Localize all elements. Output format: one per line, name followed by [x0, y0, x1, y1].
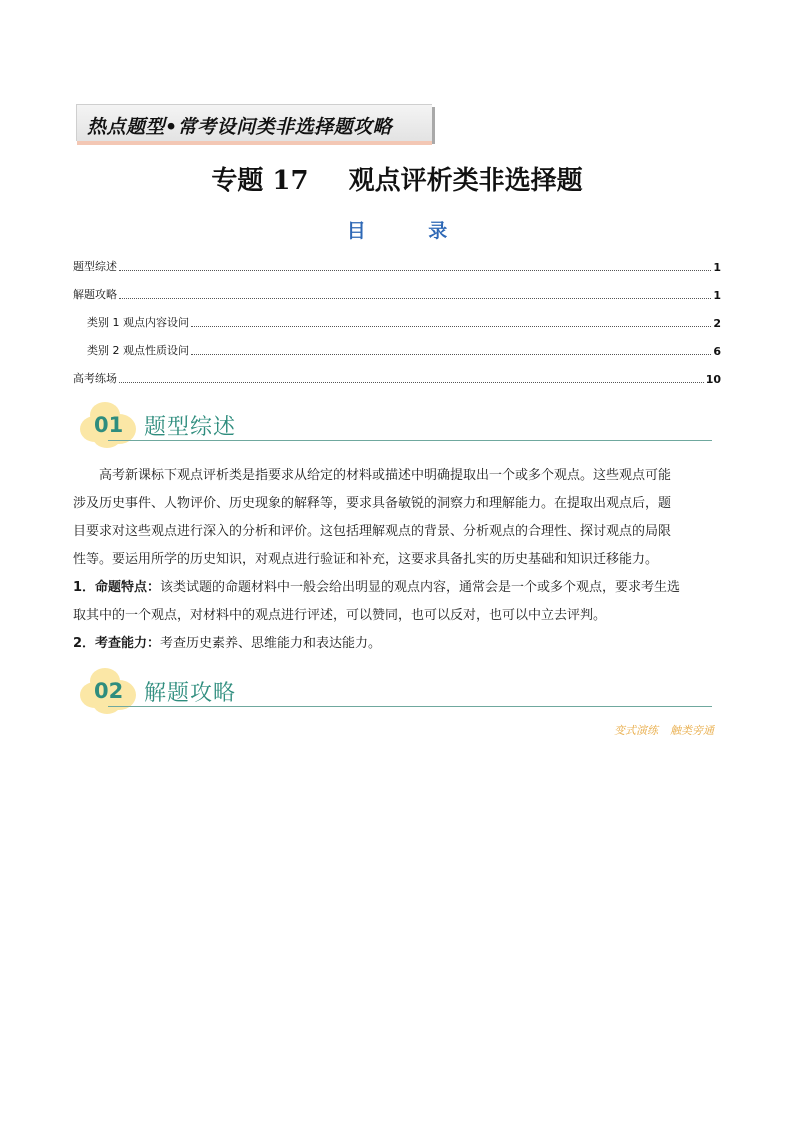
banner-underline	[77, 141, 432, 145]
section-number: 01	[94, 413, 124, 437]
section-divider	[108, 706, 712, 707]
topic-number: 专题 17	[211, 166, 309, 196]
point-text: 该类试题的命题材料中一般会给出明显的观点内容，通常会是一个或多个观点，要求考生选	[160, 580, 681, 595]
series-banner	[76, 104, 432, 141]
toc-leader-dots	[191, 325, 711, 327]
toc-entry-label: 类别 1 观点内容设问	[87, 316, 189, 329]
tagline-part: 变式演练	[614, 724, 658, 737]
toc-entry-page: 1	[713, 261, 721, 274]
point-text: 考查历史素养、思维能力和表达能力。	[160, 636, 382, 651]
toc-leader-dots	[191, 353, 711, 355]
section-number: 02	[94, 679, 124, 703]
section-header-overview	[78, 400, 718, 452]
section-divider	[108, 440, 712, 441]
section-title: 题型综述	[144, 415, 237, 440]
point-label: 1．命题特点：	[73, 580, 161, 595]
paragraph-line: 目要求对这些观点进行深入的分析和评价。这包括理解观点的背景、分析观点的合理性、探讨观点的局限	[73, 524, 672, 539]
point-proposition-features	[73, 574, 723, 630]
paragraph-line: 性等。要运用所学的历史知识，对观点进行验证和补充，这要求具备扎实的历史基础和知识迁移能力。	[73, 552, 659, 567]
toc-leader-dots	[119, 269, 711, 271]
point-text-continued: 取其中的一个观点，对材料中的观点进行评述，可以赞同，也可以反对，也可以中立去评判。	[73, 608, 607, 623]
toc-leader-dots	[119, 297, 711, 299]
toc-entry[interactable]	[73, 284, 721, 302]
section-title: 解题攻略	[144, 681, 237, 706]
toc-entry-page: 2	[713, 317, 721, 330]
point-assessed-abilities	[73, 630, 723, 658]
toc-heading: 目 录	[346, 220, 476, 242]
toc-leader-dots	[119, 381, 704, 383]
toc-entry[interactable]	[73, 256, 721, 274]
overview-paragraph	[73, 462, 721, 574]
paragraph-line: 涉及历史事件、人物评价、历史现象的解释等，要求具备敏锐的洞察力和理解能力。在提取出观点后，题	[73, 496, 672, 511]
toc-entry-page: 1	[713, 289, 721, 302]
page-title	[0, 160, 794, 197]
toc-entry[interactable]	[73, 340, 721, 358]
toc-entry-label: 类别 2 观点性质设问	[87, 344, 189, 357]
tagline-part: 触类旁通	[670, 724, 714, 737]
topic-name: 观点评析类非选择题	[348, 166, 583, 196]
banner-text: 热点题型•常考设问类非选择题攻略	[87, 116, 393, 138]
toc-entry-label: 高考练场	[73, 372, 117, 385]
toc-entry-label: 题型综述	[73, 260, 117, 273]
section-header-strategy	[78, 666, 718, 718]
section-tagline	[614, 722, 714, 738]
toc-entry-label: 解题攻略	[73, 288, 117, 301]
toc-entry-page: 6	[713, 345, 721, 358]
point-label: 2．考查能力：	[73, 636, 161, 651]
toc-entry-page: 10	[705, 373, 721, 386]
paragraph-line: 高考新课标下观点评析类是指要求从给定的材料或描述中明确提取出一个或多个观点。这些观点可能	[99, 468, 672, 483]
toc-entry[interactable]	[73, 312, 721, 330]
toc-entry[interactable]	[73, 368, 721, 386]
